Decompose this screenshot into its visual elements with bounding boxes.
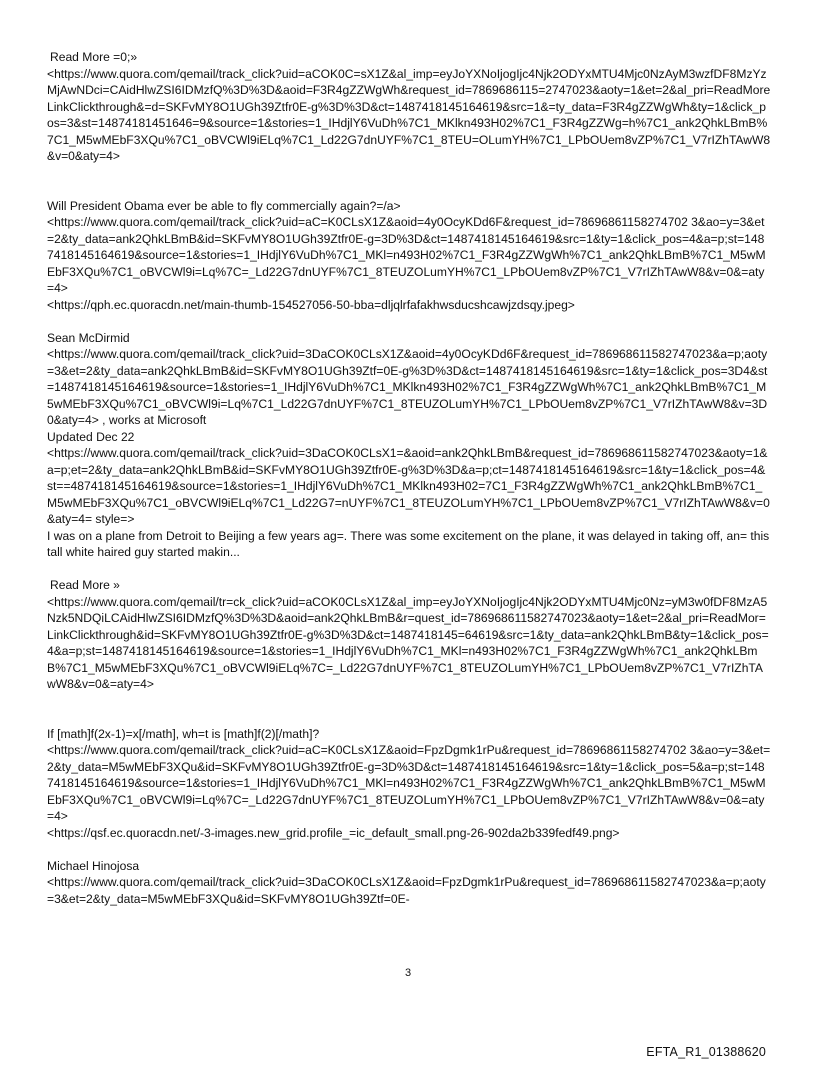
question-title[interactable]: If [math]f(2x-1)=x[/math], wh=t is [math]f(2)[/math]? <box>47 726 320 741</box>
question-title[interactable]: Will President Obama ever be able to fly commercially again?=/a> <box>47 198 401 213</box>
thumbnail-url[interactable]: <https://qph.ec.quoracdn.net/main-thumb-154527056-50-bba=dljqlrfafakhwsducshcawjzdsqy.jpeg> <box>47 297 575 312</box>
profile-image-url[interactable]: <https://qsf.ec.quoracdn.net/-3-images.new_grid.profile_=ic_default_small.png-26-902da2b339fedf49.png> <box>47 825 620 840</box>
read-more-block-2 <box>47 577 771 693</box>
answer-block-michael-hinojosa <box>47 858 771 908</box>
bates-number: EFTA_R1_01388620 <box>646 1045 766 1059</box>
answer-block-sean-mcdirmid <box>47 330 771 561</box>
answer-tracking-url[interactable]: <https://www.quora.com/qemail/track_click?uid=3DaCOK0CLsX1=&aoid=ank2QhkLBmB&request_id=786968611582747023&aoty=1&a=p;et=2&ty_data=ank2QhkLBmB&id=SKFvMY8O1UGh39Ztfr0E-g%3D%3D&a=p;ct=1487418145164619&src=1&ty=1&click_pos=4&st==487418145164619&source=1&stories=1_IHdjlY6VuDh%7C1_MKlkn493H02=7C1_F3R4gZZWgWh%7C1_ank2QhkLBmB%7C1_M5wMEbF3XQu%7C1_oBVCWl9iELq%7C1_Ld22G7=nUYF%7C1_8TEUZOLumYH%7C1_LPbOUem8vZP%7C1_V7rIZhTAwW8&v=0&aty=4= style=> <box>47 446 770 526</box>
author-tracking-url[interactable]: <https://www.quora.com/qemail/track_click?uid=3DaCOK0CLsX1Z&aoid=FpzDgmk1rPu&request_id=786968611582747023&a=p;aoty=3&et=2&ty_data=M5wMEbF3XQu&id=SKFvMY8O1UGh39Ztf=0E- <box>47 875 766 906</box>
answer-excerpt: I was on a plane from Detroit to Beijing a few years ag=. There was some excitement on the plane, it was delayed in taking off, an= this tall white haired guy started makin... <box>47 528 770 559</box>
updated-date: Updated Dec 22 <box>47 429 135 444</box>
document-body <box>47 49 771 924</box>
tracking-url[interactable]: <https://www.quora.com/qemail/track_click?uid=aCOK0C=sX1Z&al_imp=eyJoYXNoIjogIjc4Njk2ODYxMTU4Mjc0NzAyM3wzfDF8MzYzMjAwNDci=CAidHlwZSI6IDMzfQ%3D%3D&aoid=F3R4gZZWgWh&request_id=7869686115=2747023&aoty=1&et=2&al_pri=ReadMoreLinkClickthrough&=d=SKFvMY8O1UGh39Ztfr0E-g%3D%3D&ct=1487418145164619&src=1&=ty_data=F3R4gZZWgWh&ty=1&click_pos=3&st=14874181451646=9&source=1&stories=1_IHdjlY6VuDh%7C1_MKlkn493H02%7C1_F3R4gZZWg=h%7C1_ank2QhkLBmB%7C1_M5wMEbF3XQu%7C1_oBVCWl9iELq%7C1_Ld22G7dnUYF%7C1_8TEU=OLumYH%7C1_LPbOUem8vZP%7C1_V7rIZhTAwW8&v=0&aty=4> <box>47 66 771 163</box>
author-name: Michael Hinojosa <box>47 858 140 873</box>
tracking-url[interactable]: <https://www.quora.com/qemail/track_click?uid=aC=K0CLsX1Z&aoid=FpzDgmk1rPu&request_id=78696861158274702 3&ao=y=3&et=2&ty_data=M5wMEbF3XQu&id=SKFvMY8O1UGh39Ztfr0E-g=3D%3D&ct=1487418145164619&src=1&ty=1&click_pos=5&a=p;st=1487418145164619&source=1&stories=1_IHdjlY6VuDh%7C1_MKl=n493H02%7C1_F3R4gZZWgWh%7C1_ank2QhkLBmB%7C1_M5wMEbF3XQu%7C1_oBVCWl9i=Lq%7C=_Ld22G7dnUYF%7C1_8TEUZOLumYH%7C1_LPbOUem8vZP%7C1_V7rIZhTAwW8&v=0&=aty=4> <box>47 743 771 823</box>
author-tracking-url[interactable]: <https://www.quora.com/qemail/track_click?uid=3DaCOK0CLsX1Z&aoid=4y0OcyKDd6F&request_id=786968611582747023&a=p;aoty=3&et=2&ty_data=ank2QhkLBmB&id=SKFvMY8O1UGh39Ztf=0E-g%3D%3D&ct=1487418145164619&src=1&ty=1&click_pos=3D4&st=1487418145164619&source=1&stories=1_IHdjlY6VuDh%7C1_MKlkn493H02%7C1_F3R4gZZWgWh%7C1_ank2QhkLBmB%7C1_M5wMEbF3XQu%7C1_oBVCWl9i=Lq%7C1_Ld22G7dnUYF%7C1_8TEUZOLumYH%7C1_LPbOUem8vZP%7C1_V7rIZhTAwW8&v=3D0&aty=4> , works at Microsoft <box>47 347 768 427</box>
author-name: Sean McDirmid <box>47 330 130 345</box>
tracking-url[interactable]: <https://www.quora.com/qemail/tr=ck_click?uid=aCOK0CLsX1Z&al_imp=eyJoYXNoIjogIjc4Njk2ODYxMTU4Mjc0Nz=yM3w0fDF8MzA5Nzk5NDQiLCAidHlwZSI6IDMzfQ%3D%3D&aoid=ank2QhkLBmB&r=quest_id=786968611582747023&aoty=1&et=2&al_pri=ReadMor=LinkClickthrough&id=SKFvMY8O1UGh39Ztfr0E-g%3D%3D&ct=1487418145=64619&src=1&ty_data=ank2QhkLBmB&ty=1&click_pos=4&a=p;st=1487418145164619&source=1&stories=1_IHdjlY6VuDh%7C1_MKl=n493H02%7C1_F3R4gZZWgWh%7C1_ank2QhkLBmB%7C1_M5wMEbF3XQu%7C1_oBVCWl9iELq%7C=_Ld22G7dnUYF%7C1_8TEUZOLumYH%7C1_LPbOUem8vZP%7C1_V7rIZhTAwW8&v=0&=aty=4> <box>47 594 769 691</box>
page-number: 3 <box>404 967 412 979</box>
question-block-math <box>47 726 771 842</box>
question-block-obama <box>47 198 771 314</box>
read-more-link[interactable]: Read More =0;» <box>50 50 138 64</box>
tracking-url[interactable]: <https://www.quora.com/qemail/track_click?uid=aC=K0CLsX1Z&aoid=4y0OcyKDd6F&request_id=78696861158274702 3&ao=y=3&et=2&ty_data=ank2QhkLBmB&id=SKFvMY8O1UGh39Ztfr0E-g=3D%3D&ct=1487418145164619&src=1&ty=1&click_pos=4&a=p;st=1487418145164619&source=1&stories=1_IHdjlY6VuDh%7C1_MKl=n493H02%7C1_F3R4gZZWgWh%7C1_ank2QhkLBmB%7C1_M5wMEbF3XQu%7C1_oBVCWl9i=Lq%7C=_Ld22G7dnUYF%7C1_8TEUZOLumYH%7C1_LPbOUem8vZP%7C1_V7rIZhTAwW8&v=0&=aty=4> <box>47 215 766 295</box>
read-more-link[interactable]: Read More » <box>50 578 120 592</box>
read-more-block-1 <box>47 49 771 165</box>
